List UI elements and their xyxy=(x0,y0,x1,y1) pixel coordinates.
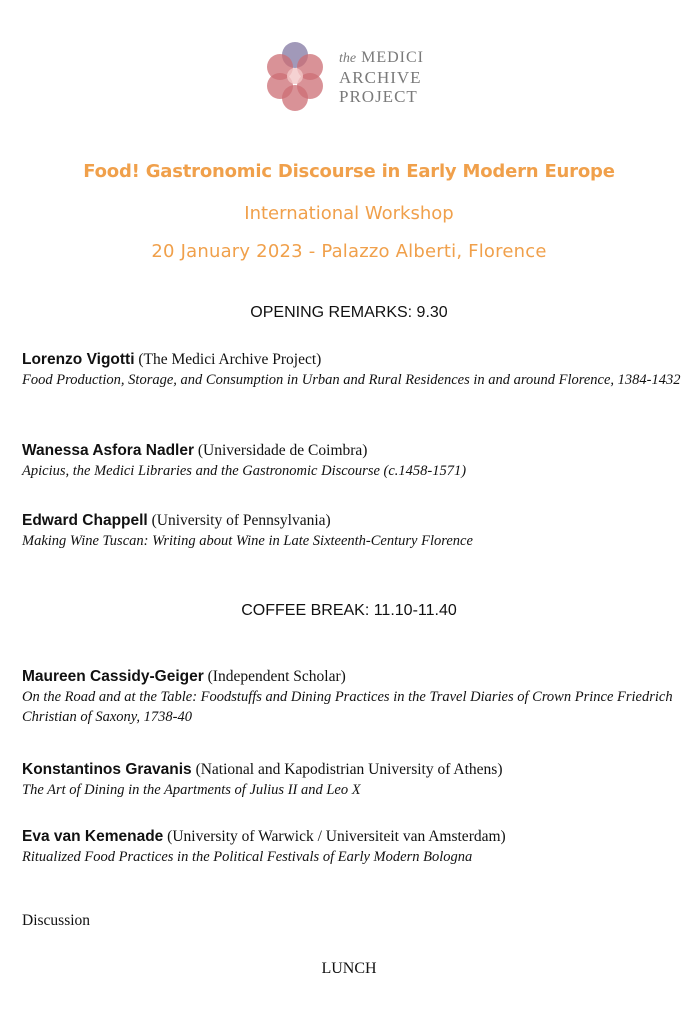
event-date-place: 20 January 2023 - Palazzo Alberti, Florence xyxy=(151,241,547,262)
talk-item xyxy=(22,441,692,481)
speaker-affiliation: (National and Kapodistrian University of Athens) xyxy=(195,761,503,778)
flower-logo-icon xyxy=(262,42,328,112)
talk-item xyxy=(22,760,692,800)
speaker-name: Maureen Cassidy-Geiger xyxy=(22,668,204,685)
speaker-name: Edward Chappell xyxy=(22,512,148,529)
talk-item xyxy=(22,667,692,727)
speaker-name: Eva van Kemenade xyxy=(22,828,164,845)
talk-title: On the Road and at the Table: Foodstuffs and Dining Practices in the Travel Diaries of Crown Prince Friedrich Christian of Saxony, 1738-40 xyxy=(22,689,673,725)
talk-title: The Art of Dining in the Apartments of Julius II and Leo X xyxy=(22,782,361,798)
speaker-line xyxy=(22,350,692,370)
speaker-name: Lorenzo Vigotti xyxy=(22,351,135,368)
discussion-label: Discussion xyxy=(22,912,91,929)
speaker-affiliation: (Independent Scholar) xyxy=(207,668,346,685)
talk-title: Ritualized Food Practices in the Political Festivals of Early Modern Bologna xyxy=(22,849,473,865)
medici-archive-logo xyxy=(262,42,462,112)
speaker-line xyxy=(22,827,692,847)
talk-item xyxy=(22,827,692,867)
event-title: Food! Gastronomic Discourse in Early Modern Europe xyxy=(83,161,615,182)
speaker-affiliation: (University of Pennsylvania) xyxy=(151,512,331,529)
speaker-name: Konstantinos Gravanis xyxy=(22,761,192,778)
talk-item xyxy=(22,511,692,551)
talk-title: Apicius, the Medici Libraries and the Gastronomic Discourse (c.1458-1571) xyxy=(22,463,467,479)
speaker-name: Wanessa Asfora Nadler xyxy=(22,442,194,459)
speaker-line xyxy=(22,667,692,687)
talk-title: Food Production, Storage, and Consumption in Urban and Rural Residences in and around Florence, 1384-1432 xyxy=(22,372,681,388)
speaker-affiliation: (University of Warwick / Universiteit van Amsterdam) xyxy=(167,828,506,845)
speaker-line xyxy=(22,441,692,461)
speaker-line xyxy=(22,511,692,531)
opening-remarks-heading: OPENING REMARKS: 9.30 xyxy=(250,304,448,321)
event-subtitle: International Workshop xyxy=(244,203,454,224)
speaker-affiliation: (The Medici Archive Project) xyxy=(138,351,322,368)
talk-item xyxy=(22,350,692,390)
coffee-break-heading: COFFEE BREAK: 11.10-11.40 xyxy=(241,602,457,619)
lunch-label: LUNCH xyxy=(321,960,377,977)
talk-title: Making Wine Tuscan: Writing about Wine in Late Sixteenth-Century Florence xyxy=(22,533,473,549)
logo-wordmark: the MEDICI ARCHIVE PROJECT xyxy=(339,49,424,106)
speaker-line xyxy=(22,760,692,780)
speaker-affiliation: (Universidade de Coimbra) xyxy=(197,442,368,459)
